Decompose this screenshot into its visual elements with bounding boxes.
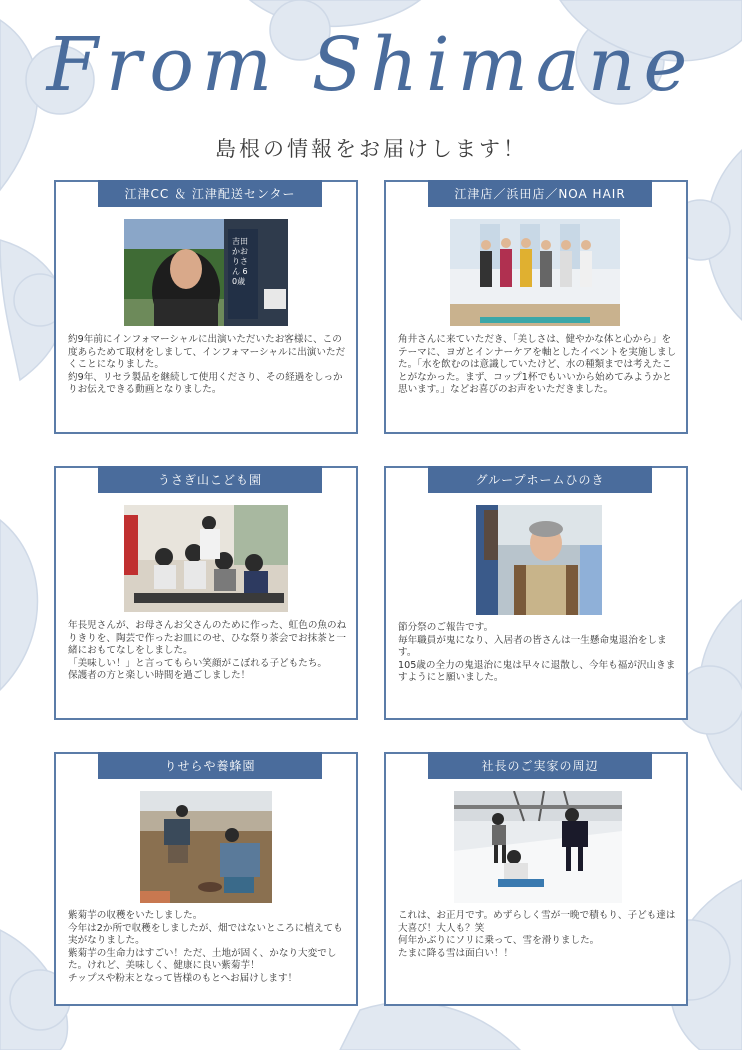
card-text: これは、お正月です。めずらしく雪が一晩で積もり、子ども達は大喜び！大人も？笑 何年かぶりにソリに乗って、雪を滑りました。 たまに降る雪は面白い！！ xyxy=(398,910,676,959)
page-subtitle: 島根の情報をお届けします！ xyxy=(215,137,527,161)
card-photo xyxy=(124,219,288,326)
card-gotsu-store xyxy=(384,180,688,434)
card-photo xyxy=(140,791,272,903)
card-text: 約9年前にインフォマーシャルに出演いただいたお客様に、この度あらためて取材をしまして、インフォマーシャルに出演いただくことになりました。 約9年、リセラ製品を継続して使用くださり、その経過をしっかりお伝えできる動画となりました。 xyxy=(68,334,346,396)
page-title: From Shimane xyxy=(46,22,696,108)
card-text: 年長児さんが、お母さんお父さんのために作った、虹色の魚のねりきりを、陶芸で作ったお皿にのせ、ひな祭り茶会でお抹茶と一緒におもてなしをしました。 「美味しい！」と言ってもらい笑顔がこぼれる子どもたち。 保護者の方と楽しい時間を過ごしました！ xyxy=(68,620,347,682)
card-header: グループホームひのき xyxy=(428,466,652,493)
card-hinoki xyxy=(384,466,688,720)
card-header: うさぎ山こども園 xyxy=(98,466,322,493)
card-photo xyxy=(454,791,622,903)
card-photo xyxy=(124,505,288,612)
photo-caption: 吉田 かおりさん 60歳 xyxy=(232,237,248,286)
card-riseraya-apiary xyxy=(54,752,358,1006)
card-text: 節分祭のご報告です。 毎年職員が鬼になり、入居者の皆さんは一生懸命鬼退治をします。 105歳の全力の鬼退治に鬼は早々に退散し、今年も福が沢山きますようにと願いました。 xyxy=(398,622,676,684)
card-gotsu-cc xyxy=(54,180,358,434)
card-text: 角井さんに来ていただき、「美しさは、健やかな体と心から」をテーマに、ヨガとインナーケアを軸としたイベントを実施しました。「水を飲むのは意識していたけど、水の種類までは考えたことがなかった。まず、コップ1杯でもいいから始めてみようかと思います。」などお喜びのお声をいただきました。 xyxy=(398,334,677,396)
card-header: 江津CC ＆ 江津配送センター xyxy=(98,180,322,207)
card-header: 江津店／浜田店／NOA HAIR xyxy=(428,180,652,207)
card-president-home xyxy=(384,752,688,1006)
card-text: 紫菊芋の収穫をいたしました。 今年は2か所で収穫をしましたが、畑ではないところに植えても実がなりました。 紫菊芋の生命力はすごい！ただ、土地が固く、かなり大変でした。けれど、美味しく、健康に良い紫菊芋！ チップスや粉末となって皆様のもとへお届けします！ xyxy=(68,910,343,984)
card-header: りせらや養蜂園 xyxy=(98,752,322,779)
card-usagiyama xyxy=(54,466,358,720)
card-header: 社長のご実家の周辺 xyxy=(428,752,652,779)
card-photo xyxy=(476,505,602,615)
card-photo xyxy=(450,219,620,326)
